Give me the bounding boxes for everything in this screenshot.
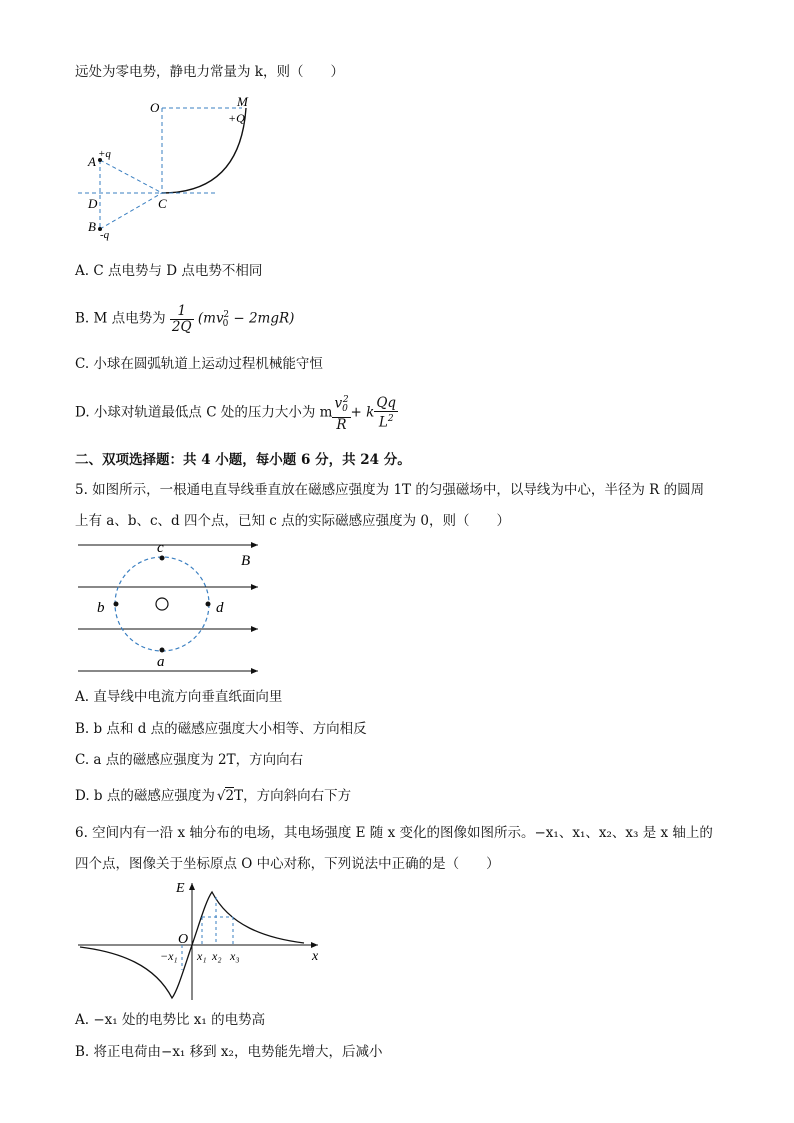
q4-option-c[interactable]: C. 小球在圆弧轨道上运动过程机械能守恒 (75, 356, 323, 372)
q4-option-d-frac2-den: L (378, 414, 388, 431)
q5-option-d-suffix: T，方向斜向右下方 (234, 788, 352, 804)
q5-label-b-field: B (241, 553, 251, 569)
q5-option-d-prefix: D. b 点的磁感应强度为 (75, 788, 215, 804)
q5-option-b[interactable]: B. b 点和 d 点的磁感应强度大小相等、方向相反 (75, 721, 367, 737)
q5-option-d-root: 2 (225, 788, 235, 804)
q5-option-c[interactable]: C. a 点的磁感应强度为 2T，方向向右 (75, 752, 304, 768)
q4-option-d-frac2-num: Qq (376, 394, 397, 411)
q4-option-b[interactable]: B. M 点电势为 $\frac{1}{2Q}$ $(mv_0^2 - 2mgR)$ (75, 302, 295, 335)
q6-stem-line1: 6. 空间内有一沿 x 轴分布的电场，其电场强度 E 随 x 变化的图像如图所示。−x₁、x₁、x₂、x₃ 是 x 轴上的 (75, 825, 713, 841)
q4-label-a: A (88, 154, 96, 169)
q5-label-c: c (157, 540, 164, 556)
q6-label-x2: x₂ (212, 949, 222, 963)
section-2-heading: 二、双项选择题：共 4 小题，每小题 6 分，共 24 分。 (75, 452, 411, 468)
q4-label-plusq: +q (98, 148, 111, 160)
q6-option-a[interactable]: A. −x₁ 处的电势比 x₁ 的电势高 (75, 1012, 266, 1028)
q4-label-d: D (88, 196, 98, 211)
q5-label-b: b (97, 600, 105, 616)
q4-label-m: M (237, 94, 248, 109)
q6-option-b[interactable]: B. 将正电荷由−x₁ 移到 x₂，电势能先增大，后减小 (75, 1044, 383, 1060)
q5-option-a[interactable]: A. 直导线中电流方向垂直纸面向里 (75, 689, 283, 705)
q6-label-x1: x₁ (197, 949, 207, 963)
q6-label-minus-x1: −x₁ (160, 949, 178, 963)
q5-label-d: d (216, 600, 224, 616)
q4-label-o: O (150, 100, 160, 115)
q5-label-a: a (157, 654, 165, 670)
q4-option-b-expr: (mv (197, 310, 224, 327)
q4-option-b-prefix: B. M 点电势为 (75, 310, 166, 327)
q4-option-b-expr2: − 2mgR) (229, 310, 295, 327)
q4-option-d-fraction1: $\frac{v_0^2}{R}$ (334, 395, 349, 434)
q4-option-b-frac-num: 1 (170, 304, 194, 320)
q4-option-d-prefix: D. 小球对轨道最低点 C 处的压力大小为 m (75, 404, 333, 421)
q5-stem-line1: 5. 如图所示，一根通电直导线垂直放在磁感应强度为 1T 的匀强磁场中，以导线为中心，半径为 R 的圆周 (75, 482, 705, 498)
q4-label-minusq: -q (100, 229, 110, 241)
q4-option-d-frac1-num: v (334, 395, 343, 412)
q4-option-a[interactable]: A. C 点电势与 D 点电势不相同 (75, 263, 263, 279)
q4-option-d-plus: + k (350, 404, 375, 421)
q6-label-e: E (176, 881, 185, 896)
q6-stem-line2: 四个点，图像关于坐标原点 O 中心对称，下列说法中正确的是（ ） (75, 856, 500, 872)
q6-label-o: O (178, 932, 189, 947)
q4-label-b: B (88, 219, 96, 234)
q4-option-d-fraction2: $\frac{Qq}{L^2}$ (376, 394, 397, 431)
q4-label-plusq-big: +Q (228, 111, 245, 125)
q4-option-d-frac1-den: R (336, 417, 347, 434)
q6-label-x: x (312, 949, 319, 964)
q4-stem-tail: 远处为零电势，静电力常量为 k，则（ ） (75, 64, 344, 80)
q4-option-b-frac-den: 2Q (171, 318, 192, 335)
q4-label-c: C (158, 196, 167, 211)
q6-label-x3: x₃ (230, 949, 240, 963)
q5-option-d-sqrt: √2 (216, 788, 235, 804)
q5-stem-line2: 上有 a、b、c、d 四个点，已知 c 点的实际磁感应强度为 0，则（ ） (75, 513, 510, 529)
